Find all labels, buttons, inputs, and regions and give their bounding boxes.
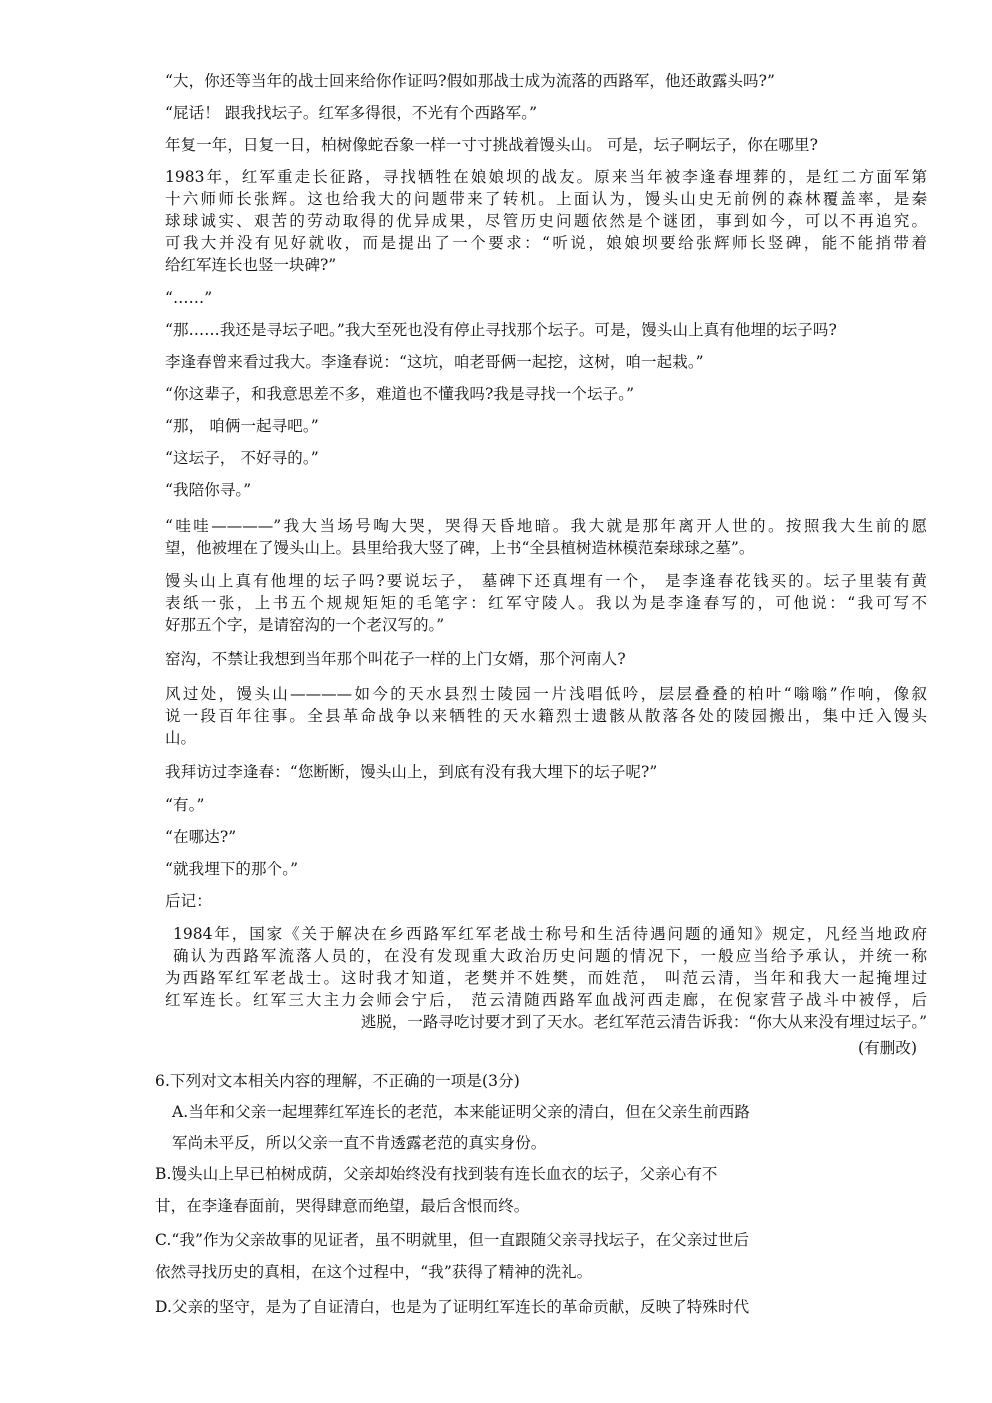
story-paragraph xyxy=(165,570,927,636)
story-line: “屁话！ 跟我找坛子。红军多得很，不光有个西路军。” xyxy=(165,104,538,122)
option-a-line: 军尚未平反，所以父亲一直不肯透露老范的真实身份。 xyxy=(172,1134,547,1152)
story-line: 年复一年，日复一日，柏树像蛇吞象一样一寸寸挑战着馒头山。 可是，坛子啊坛子，你在哪里? xyxy=(165,136,819,154)
story-line: 表纸一张，上书五个规规矩矩的毛笔字：红军守陵人。我以为是李逢春写的，可他说：“我可写不 xyxy=(165,594,927,612)
option-b-line: B.馒头山上早已柏树成荫，父亲却始终没有找到装有连长血衣的坛子，父亲心有不 xyxy=(155,1165,718,1183)
story-line: “有。” xyxy=(165,796,205,814)
story-paragraph xyxy=(165,166,927,276)
story-line: 说一段百年往事。全县革命战争以来牺牲的天水籍烈士遗骸从散落各处的陵园搬出，集中迁入馒头 xyxy=(165,707,927,725)
story-line: 窑沟，不禁让我想到当年那个叫花子一样的上门女婿，那个河南人? xyxy=(165,650,626,668)
story-line: 确认为西路军流落人员的，在没有发现重大政治历史问题的情况下，一般应当给予承认，并统一称 xyxy=(173,947,927,965)
story-line: 1983年，红军重走长征路，寻找牺牲在娘娘坝的战友。原来当年被李逢春埋葬的，是红二方面军第 xyxy=(165,168,927,186)
story-line: “那……我还是寻坛子吧。”我大至死也没有停止寻找那个坛子。可是，馒头山上真有他埋的坛子吗? xyxy=(165,321,837,339)
story-line: 山。 xyxy=(165,729,197,747)
story-line: 为西路军红军老战士。这时我才知道，老樊并不姓樊，而姓范， 叫范云清，当年和我大一起掩埋过 xyxy=(165,969,927,987)
edit-note: (有删改) xyxy=(858,1039,918,1057)
story-line: 好那五个字，是请窑沟的一个老汉写的。” xyxy=(165,616,445,634)
story-line: “哇哇————”我大当场号啕大哭，哭得天昏地暗。我大就是那年离开人世的。按照我大生前的愿 xyxy=(165,517,927,535)
story-line: 1984年，国家《关于解决在乡西路军红军老战士称号和生活待遇问题的通知》规定，凡经当地政府 xyxy=(173,925,927,943)
story-line: 望，他被埋在了馒头山上。县里给我大竖了碑，上书“全县植树造林模范秦球球之墓”。 xyxy=(165,539,755,557)
story-line: “那， 咱俩一起寻吧。” xyxy=(165,417,319,435)
postscript-paragraph xyxy=(165,923,927,1033)
story-line: 球球诚实、艰苦的劳动取得的优异成果，尽管历史问题依然是个谜团，事到如今，可以不再追究。 xyxy=(165,212,927,230)
option-b-line: 甘，在李逢春面前，哭得肆意而绝望，最后含恨而终。 xyxy=(155,1197,530,1215)
story-line: “我陪你寻。” xyxy=(165,481,252,499)
question-stem: 6.下列对文本相关内容的理解，不正确的一项是(3分) xyxy=(155,1072,520,1090)
story-line: 给红军连长也竖一块碑?” xyxy=(165,256,337,274)
story-line: “这坛子， 不好寻的。” xyxy=(165,449,319,467)
option-c-line: C.“我”作为父亲故事的见证者，虽不明就里，但一直跟随父亲寻找坛子，在父亲过世后 xyxy=(155,1231,750,1249)
option-c-line: 依然寻找历史的真相，在这个过程中，“我”获得了精神的洗礼。 xyxy=(155,1263,593,1281)
story-line: 逃脱，一路寻吃讨要才到了天水。老红军范云清告诉我：“你大从来没有埋过坛子。” xyxy=(360,1013,927,1031)
story-line: 红军连长。红军三大主力会师会宁后， 范云清随西路军血战河西走廊，在倪家营子战斗中被俘，后 xyxy=(165,991,927,1009)
story-line: 风过处，馒头山————如今的天水县烈士陵园一片浅唱低吟，层层叠叠的柏叶“嗡嗡”作响，像叙 xyxy=(165,685,927,703)
story-paragraph xyxy=(165,515,927,559)
story-line: “就我埋下的那个。” xyxy=(165,860,299,878)
story-line: “你这辈子，和我意思差不多，难道也不懂我吗?我是寻找一个坛子。” xyxy=(165,385,635,403)
story-line: “大，你还等当年的战士回来给你作证吗?假如那战士成为流落的西路军，他还敢露头吗?” xyxy=(165,72,776,90)
postscript-heading: 后记： xyxy=(165,892,212,910)
story-paragraph xyxy=(165,683,927,749)
option-a-line: A.当年和父亲一起埋葬红军连长的老范，本来能证明父亲的清白，但在父亲生前西路 xyxy=(172,1103,750,1121)
story-line: “在哪达?” xyxy=(165,828,237,846)
story-line: “……” xyxy=(165,289,213,307)
story-line: 馒头山上真有他埋的坛子吗?要说坛子， 墓碑下还真埋有一个， 是李逢春花钱买的。坛子里装有黄 xyxy=(165,572,927,590)
story-line: 可我大并没有见好就收，而是提出了一个要求：“听说，娘娘坝要给张辉师长竖碑，能不能捎带着 xyxy=(165,234,927,252)
option-d-line: D.父亲的坚守，是为了自证清白，也是为了证明红军连长的革命贡献，反映了特殊时代 xyxy=(155,1298,750,1316)
story-line: 十六师师长张辉。这也给我大的问题带来了转机。上面认为，馒头山史无前例的森林覆盖率，是秦 xyxy=(165,190,927,208)
story-line: 李逢春曾来看过我大。李逢春说：“这坑，咱老哥俩一起挖，这树，咱一起栽。” xyxy=(165,353,704,371)
story-line: 我拜访过李逢春：“您断断，馒头山上，到底有没有我大埋下的坛子呢?” xyxy=(165,763,658,781)
